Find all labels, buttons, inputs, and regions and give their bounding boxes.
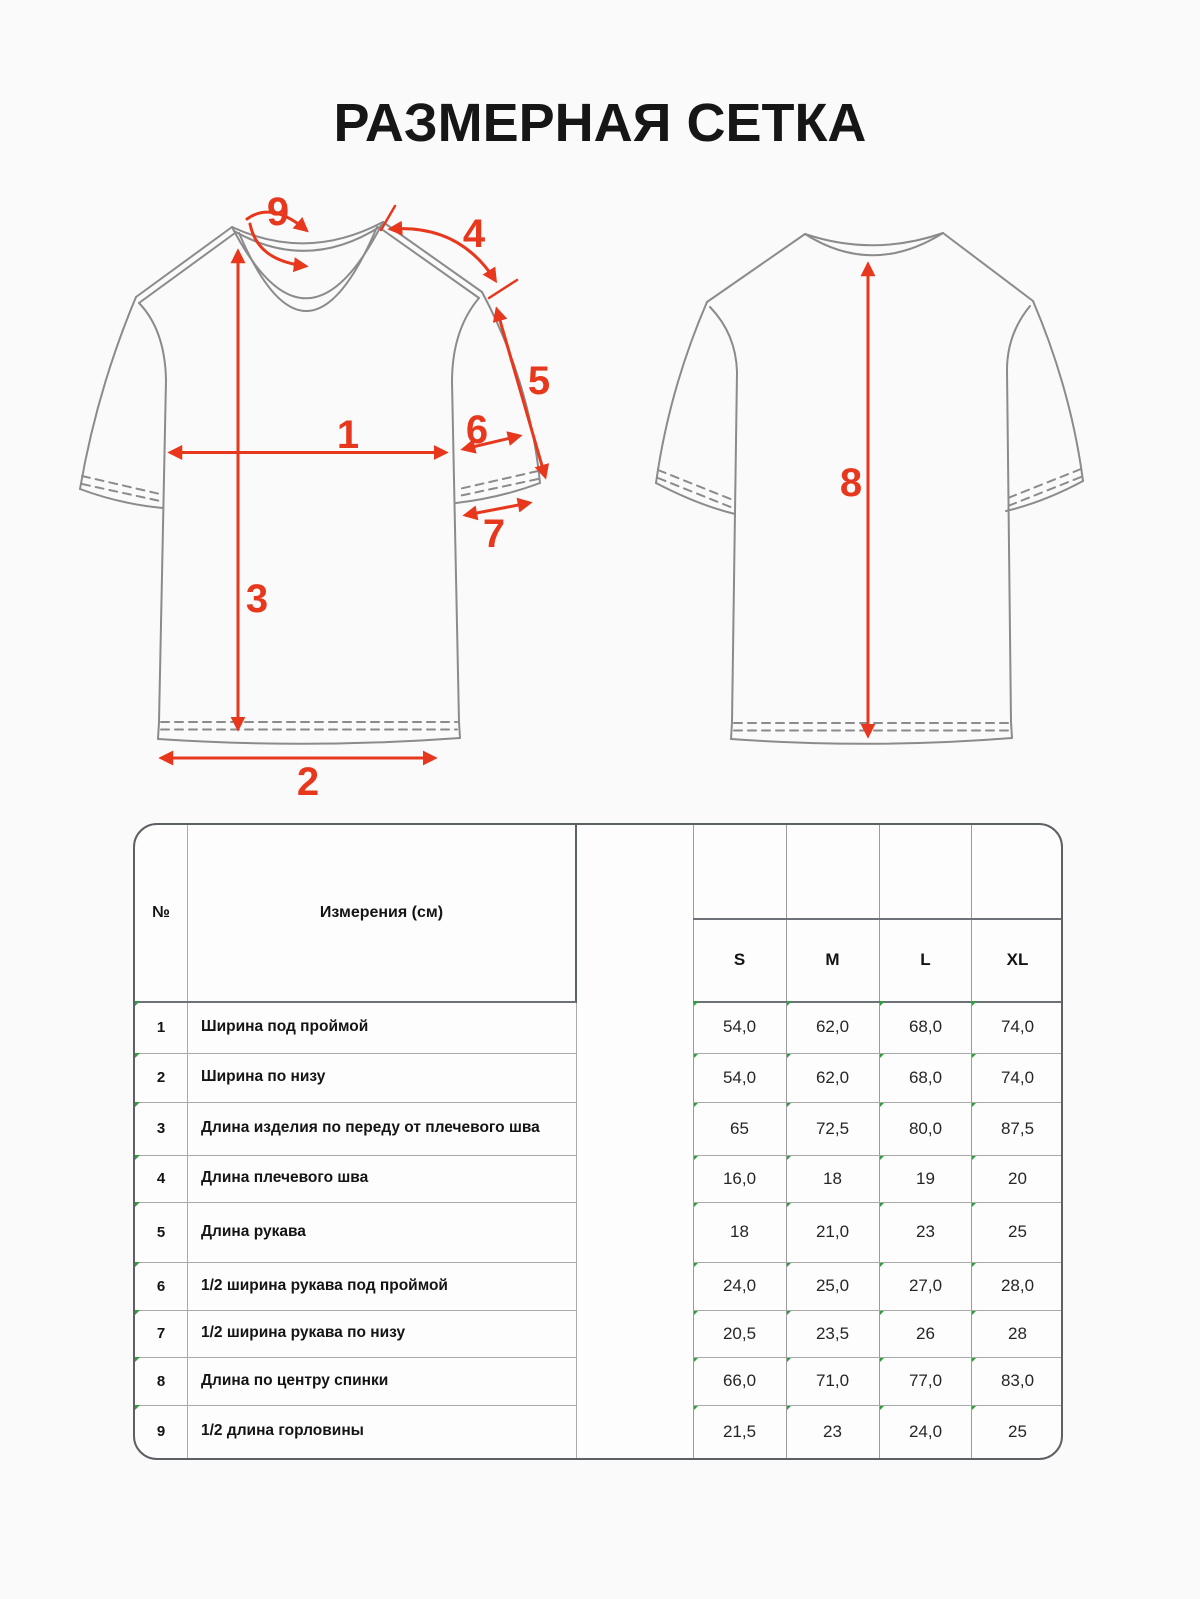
header-measure: Измерения (см)	[319, 904, 444, 921]
value-l: 19	[916, 1168, 935, 1188]
value-l: 77,0	[908, 1371, 943, 1390]
value-l: 80,0	[908, 1118, 943, 1138]
value-xl: 74,0	[1000, 1067, 1035, 1087]
row-num: 1	[156, 1018, 166, 1036]
value-l: 68,0	[908, 1067, 943, 1087]
marker-9: 9	[266, 190, 290, 234]
value-xl: 74,0	[1000, 1017, 1035, 1036]
row-num: 5	[156, 1223, 166, 1241]
value-m: 62,0	[815, 1017, 850, 1036]
row-label: 1/2 длина горловины	[201, 1422, 364, 1440]
value-s: 20,5	[722, 1323, 757, 1343]
value-m: 21,0	[815, 1222, 850, 1241]
row-label: Длина по центру спинки	[201, 1371, 389, 1389]
value-xl: 28	[1008, 1323, 1027, 1343]
row-label: 1/2 ширина рукава под проймой	[201, 1276, 448, 1294]
table-row	[135, 1155, 1061, 1202]
value-l: 24,0	[908, 1421, 943, 1441]
row-label: Длина рукава	[201, 1222, 306, 1240]
value-s: 18	[730, 1222, 749, 1241]
header-size-xl: XL	[1006, 950, 1029, 969]
value-l: 68,0	[908, 1017, 943, 1036]
table-row	[135, 1102, 1061, 1155]
marker-2: 2	[296, 760, 320, 804]
table-row	[135, 1262, 1061, 1310]
header-size-s: S	[733, 950, 746, 969]
row-num: 4	[156, 1170, 166, 1187]
value-s: 54,0	[722, 1017, 757, 1036]
tick-shoulder	[489, 280, 517, 298]
value-m: 23	[823, 1421, 842, 1441]
measurement-arrows	[162, 206, 868, 758]
header-size-m: M	[825, 950, 840, 969]
value-xl: 83,0	[1000, 1371, 1035, 1390]
value-s: 16,0	[722, 1168, 757, 1188]
tshirt-front-view	[80, 222, 540, 744]
marker-8: 8	[839, 461, 863, 505]
row-label: 1/2 ширина рукава по низу	[201, 1324, 406, 1342]
value-l: 23	[916, 1222, 935, 1241]
value-s: 66,0	[722, 1371, 757, 1390]
row-num: 7	[156, 1325, 166, 1342]
marker-3: 3	[245, 577, 269, 621]
header-num: №	[152, 904, 170, 921]
header-size-l: L	[920, 950, 931, 969]
row-label: Ширина под проймой	[201, 1017, 369, 1035]
value-m: 62,0	[815, 1067, 850, 1087]
value-l: 26	[916, 1323, 935, 1343]
marker-6: 6	[465, 408, 489, 452]
row-label: Длина изделия по переду от плечевого шва	[201, 1119, 540, 1137]
value-l: 27,0	[908, 1276, 943, 1295]
row-num: 6	[156, 1277, 166, 1295]
row-num: 2	[156, 1069, 166, 1086]
value-xl: 25	[1008, 1421, 1027, 1441]
value-m: 72,5	[815, 1118, 850, 1138]
row-label: Ширина по низу	[201, 1068, 326, 1086]
value-m: 25,0	[815, 1276, 850, 1295]
table-row	[135, 1202, 1061, 1262]
table-row	[135, 1001, 1061, 1053]
value-s: 21,5	[722, 1421, 757, 1441]
table-row	[135, 1053, 1061, 1102]
value-s: 65	[730, 1118, 749, 1138]
table-row	[135, 1310, 1061, 1357]
row-num: 3	[156, 1120, 166, 1137]
marker-1: 1	[336, 413, 360, 457]
table-row	[135, 1357, 1061, 1405]
value-m: 18	[823, 1168, 842, 1188]
value-xl: 25	[1008, 1222, 1027, 1241]
row-label: Длина плечевого шва	[201, 1169, 369, 1187]
value-xl: 87,5	[1000, 1118, 1035, 1138]
value-m: 71,0	[815, 1371, 850, 1390]
marker-7: 7	[482, 512, 506, 556]
measurement-labels	[246, 190, 862, 804]
value-xl: 20	[1008, 1168, 1027, 1188]
value-m: 23,5	[815, 1323, 850, 1343]
page-title: РАЗМЕРНАЯ СЕТКА	[333, 93, 867, 153]
value-s: 54,0	[722, 1067, 757, 1087]
marker-4: 4	[462, 212, 486, 256]
marker-5: 5	[527, 359, 551, 403]
row-num: 8	[156, 1372, 166, 1390]
row-num: 9	[156, 1423, 166, 1440]
table-row	[135, 1405, 1061, 1458]
size-table	[133, 823, 1063, 1460]
value-xl: 28,0	[1000, 1276, 1035, 1295]
value-s: 24,0	[722, 1276, 757, 1295]
